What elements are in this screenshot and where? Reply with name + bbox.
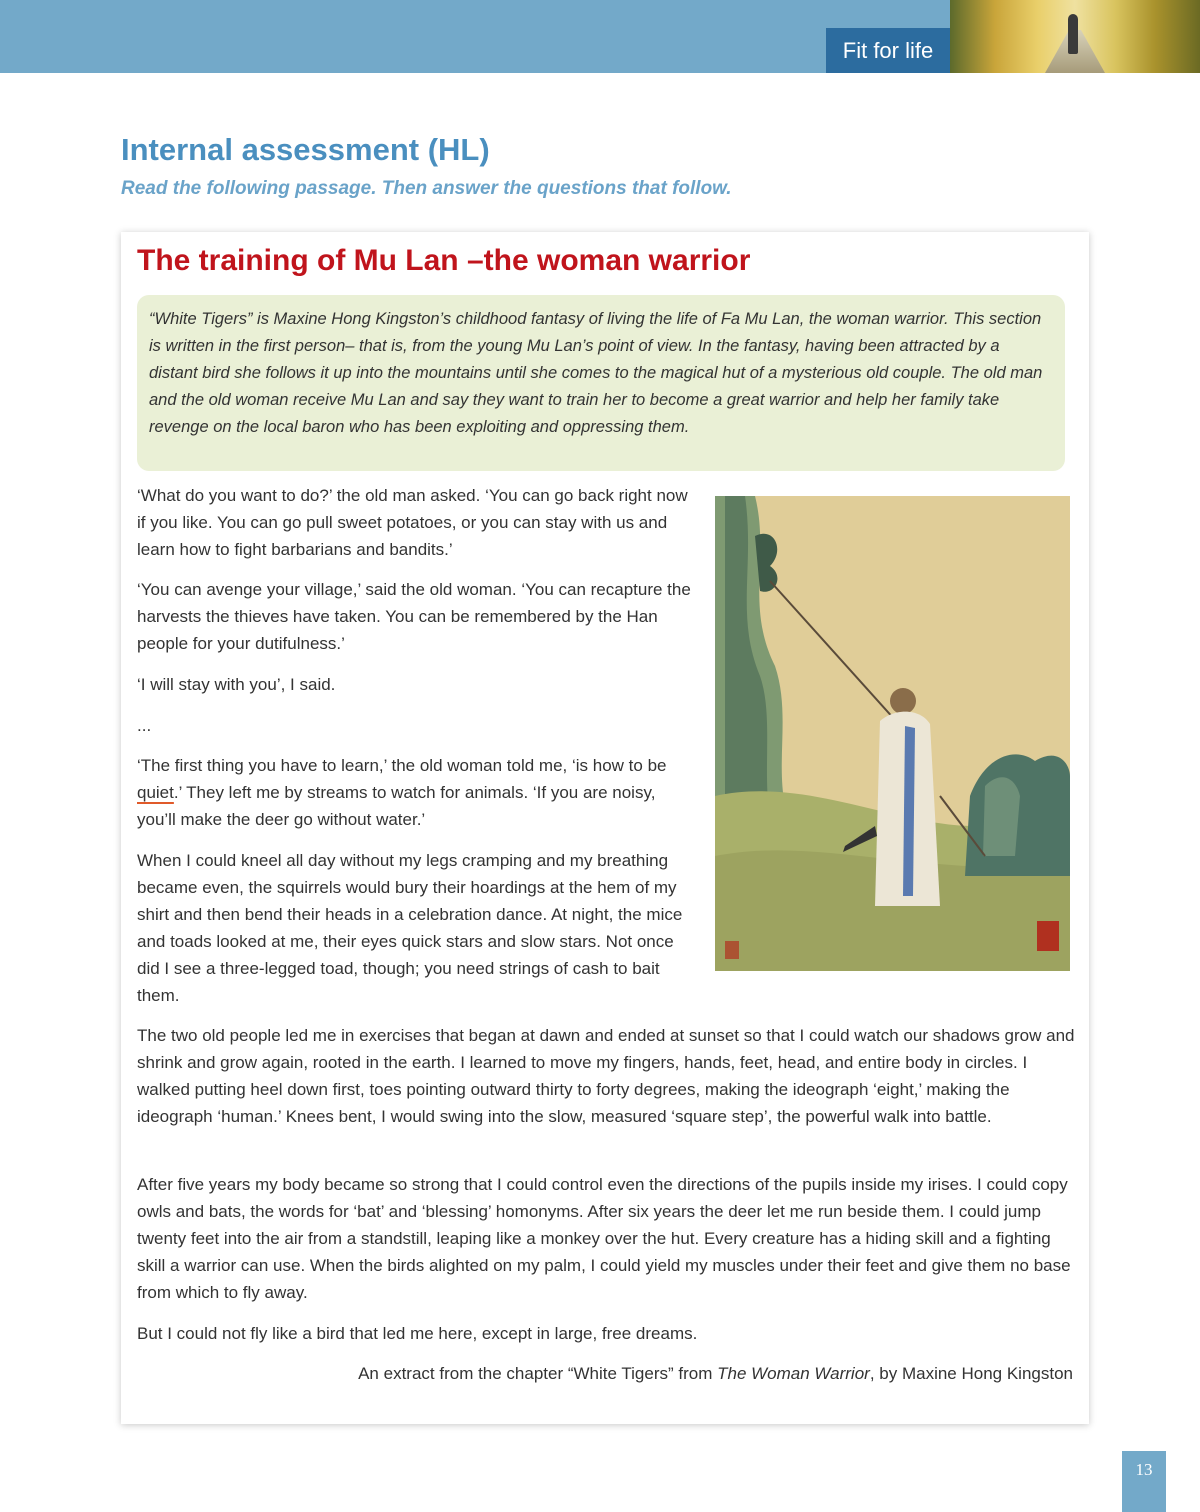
underlined-word: quiet bbox=[137, 783, 174, 802]
intro-box bbox=[137, 295, 1065, 471]
photo-runner-figure bbox=[1068, 14, 1078, 54]
paragraph-3: ‘I will stay with you’, I said. bbox=[137, 675, 336, 694]
passage-card bbox=[121, 232, 1089, 1424]
page-number: 13 bbox=[1122, 1451, 1166, 1512]
header-photo bbox=[950, 0, 1200, 73]
source-book-title: The Woman Warrior bbox=[717, 1364, 870, 1383]
paragraph-5: When I could kneel all day without my legs cramping and my breathing became even, the squirrels would bury their hoardings at the hem of my shirt and then bend their heads in a celebration dance. At night, the mice and toads looked at me, their eyes quick stars and slow stars. Not once did I see a three-legged toad, though; you need strings of cash to bait them. bbox=[137, 851, 683, 1005]
source-prefix: An extract from the chapter “White Tigers” from bbox=[358, 1364, 718, 1383]
paragraph-4-end: .’ They left me by streams to watch for animals. ‘If you are noisy, you’ll make the deer go without water.’ bbox=[137, 783, 656, 829]
ellipsis: ... bbox=[137, 716, 152, 735]
source-citation bbox=[358, 1364, 1073, 1384]
paragraph-8: But I could not fly like a bird that led me here, except in large, free dreams. bbox=[137, 1324, 698, 1343]
intro-text: “White Tigers” is Maxine Hong Kingston’s childhood fantasy of living the life of Fa Mu Lan, the woman warrior. This section is written in the first person– that is, from the young Mu Lan’s point of view. In the fantasy, having been attracted by a distant bird she follows it up into the mountains until she comes to the magical hut of a mysterious old couple. The old man and the old woman receive Mu Lan and say they want to train her to become a great warrior and help her family take revenge on the local baron who has been exploiting and oppressing them. bbox=[149, 310, 1043, 436]
passage-title: The training of Mu Lan –the woman warrior bbox=[137, 244, 751, 277]
mu-lan-painting bbox=[715, 496, 1070, 971]
source-suffix: , by Maxine Hong Kingston bbox=[869, 1364, 1073, 1383]
section-heading: Internal assessment (HL) bbox=[121, 132, 490, 167]
paragraph-1: ‘What do you want to do?’ the old man asked. ‘You can go back right now if you like. You can go pull sweet potatoes, or you can stay with us and learn how to fight barbarians and bandits.’ bbox=[137, 486, 688, 559]
chapter-label: Fit for life bbox=[826, 28, 950, 73]
paragraph-7: After five years my body became so strong that I could control even the directions of the pupils inside my irises. I could copy owls and bats, the words for ‘bat’ and ‘blessing’ homonyms. After six years the deer let me run beside them. I could jump twenty feet into the air from a standstill, leaping like a monkey over the hut. Every creature has a hiding skill and a fighting skill a warrior can use. When the birds alighted on my palm, I could yield my muscles under their feet and give them no base from which to fly away. bbox=[137, 1175, 1071, 1302]
paragraph-4-start: ‘The first thing you have to learn,’ the old woman told me, ‘is how to be bbox=[137, 756, 667, 775]
paragraph-6: The two old people led me in exercises that began at dawn and ended at sunset so that I could watch our shadows grow and shrink and grow again, rooted in the earth. I learned to move my fingers, hands, feet, head, and entire body in circles. I walked putting heel down first, toes pointing outward thirty to forty degrees, making the ideograph ‘eight,’ making the ideograph ‘human.’ Knees bent, I would swing into the slow, measured ‘square step’, the powerful walk into battle. bbox=[137, 1026, 1075, 1126]
paragraph-2: ‘You can avenge your village,’ said the old woman. ‘You can recapture the harvests the thieves have taken. You can be remembered by the Han people for your dutifulness.’ bbox=[137, 580, 691, 653]
section-instruction: Read the following passage. Then answer the questions that follow. bbox=[121, 178, 732, 199]
paragraph-4 bbox=[137, 752, 697, 833]
